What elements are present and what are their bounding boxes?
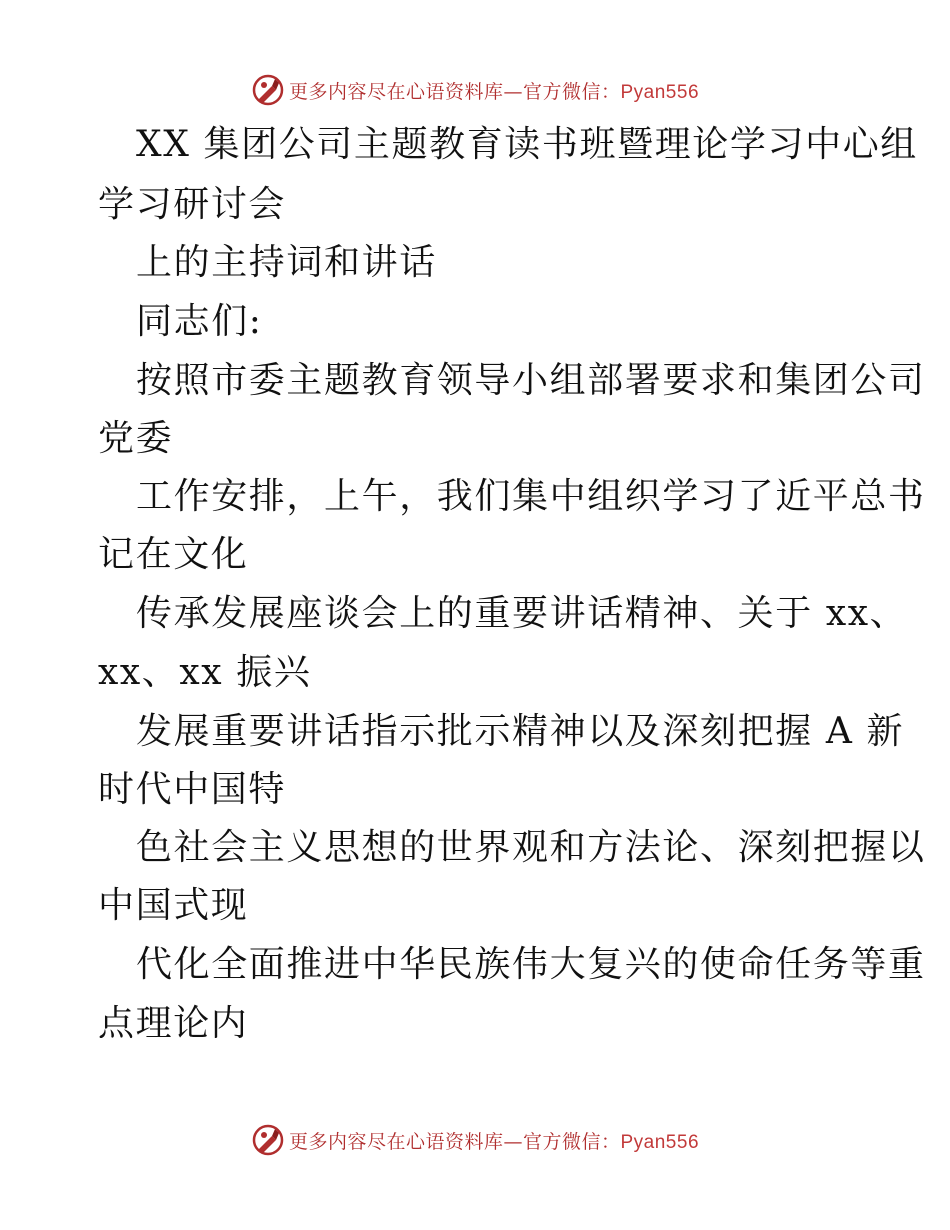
paragraph-line: 按照市委主题教育领导小组部署要求和集团公司 bbox=[136, 360, 926, 401]
paragraph-line: 色社会主义思想的世界观和方法论、深刻把握以 bbox=[136, 827, 926, 868]
wechat-id: Pyan556 bbox=[620, 81, 700, 103]
doc-title-line-3: 上的主持词和讲话 bbox=[136, 242, 437, 283]
pen-logo-icon bbox=[251, 1123, 285, 1157]
watermark-text: 更多内容尽在心语资料库—官方微信：Pyan556 bbox=[288, 80, 700, 103]
paragraph-line: 记在文化 bbox=[98, 534, 249, 575]
paragraph-line: 点理论内 bbox=[98, 1003, 249, 1044]
paragraph-line: 工作安排，上午，我们集中组织学习了近平总书 bbox=[136, 476, 926, 517]
paragraph-line: xx、xx 振兴 bbox=[98, 652, 312, 693]
paragraph-line: 代化全面推进中华民族伟大复兴的使命任务等重 bbox=[136, 944, 926, 985]
doc-title-line-1: XX 集团公司主题教育读书班暨理论学习中心组 bbox=[136, 124, 918, 165]
watermark-text: 更多内容尽在心语资料库—官方微信：Pyan556 bbox=[288, 1130, 700, 1153]
salutation: 同志们: bbox=[136, 301, 263, 342]
paragraph-line: 传承发展座谈会上的重要讲话精神、关于 xx、 bbox=[136, 593, 908, 634]
wechat-id: Pyan556 bbox=[620, 1131, 700, 1153]
paragraph-line: 发展重要讲话指示批示精神以及深刻把握 A 新 bbox=[136, 711, 905, 752]
doc-title-line-2: 学习研讨会 bbox=[98, 184, 287, 225]
paragraph-line: 党委 bbox=[98, 418, 174, 459]
paragraph-line: 时代中国特 bbox=[98, 769, 287, 810]
footer-watermark bbox=[0, 1118, 950, 1162]
paragraph-line: 中国式现 bbox=[98, 885, 249, 926]
